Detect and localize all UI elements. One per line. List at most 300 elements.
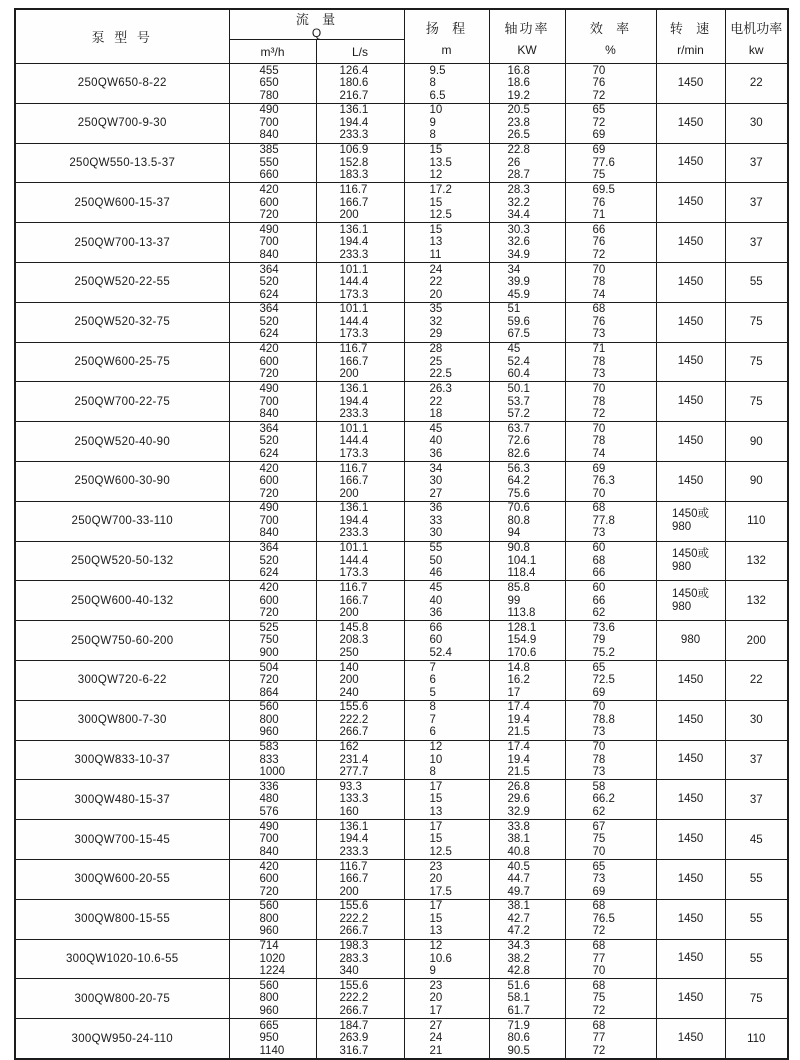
value-line: 76	[592, 315, 606, 328]
value-line: 15	[429, 793, 443, 806]
value-line: 52.4	[429, 646, 452, 659]
value-line: 233.3	[339, 527, 369, 540]
motor-power: 200	[746, 634, 766, 647]
motor-power: 75	[749, 992, 763, 1005]
value-line: 162	[339, 741, 359, 754]
value-line: 1450	[677, 713, 704, 726]
value-line: 490	[259, 383, 279, 396]
motor-power-cell	[725, 143, 788, 183]
head-cell	[404, 103, 489, 143]
shaft-power-cell	[489, 342, 565, 382]
value-line: 78.8	[592, 713, 615, 726]
value-line: 101.1	[339, 263, 369, 276]
value-line: 800	[259, 992, 279, 1005]
value-line: 200	[339, 674, 359, 687]
value-line: 420	[259, 343, 279, 356]
value-line: 44.7	[507, 873, 530, 886]
value-line: 75	[592, 992, 606, 1005]
shaft-power-cell	[489, 979, 565, 1019]
flow-ls-cell	[316, 342, 404, 382]
flow-ls-cell	[316, 422, 404, 462]
value-line: 1450	[677, 793, 704, 806]
speed-cell	[656, 103, 725, 143]
value-line: 19.4	[507, 753, 530, 766]
efficiency-cell	[565, 143, 656, 183]
motor-power-cell	[725, 342, 788, 382]
efficiency-cell	[565, 581, 656, 621]
value-line: 73	[592, 368, 606, 381]
value-line: 336	[259, 780, 279, 793]
value-line: 29.6	[507, 793, 530, 806]
value-line: 128.1	[507, 621, 537, 634]
value-line: 155.6	[339, 979, 369, 992]
efficiency-cell	[565, 1019, 656, 1059]
efficiency-cell	[565, 541, 656, 581]
table-row	[15, 461, 788, 501]
value-line: 136.1	[339, 104, 369, 117]
value-line: 12	[429, 741, 443, 754]
value-line: 600	[259, 594, 279, 607]
value-line: 94	[507, 527, 521, 540]
value-line: 17	[507, 686, 521, 699]
value-line: 504	[259, 661, 279, 674]
efficiency-cell	[565, 820, 656, 860]
flow-m3h-cell	[229, 859, 316, 899]
efficiency-cell	[565, 103, 656, 143]
value-line: 51.6	[507, 979, 530, 992]
value-line: 72	[592, 116, 606, 129]
shaft-power-cell	[489, 700, 565, 740]
pump-model: 300QW800-20-75	[74, 992, 171, 1005]
value-line: 1450	[677, 355, 704, 368]
value-line: 233.3	[339, 408, 369, 421]
flow-ls-cell	[316, 541, 404, 581]
value-line: 136.1	[339, 383, 369, 396]
value-line: 78	[592, 355, 606, 368]
value-line: 520	[259, 276, 279, 289]
value-line: 70	[592, 741, 606, 754]
value-line: 900	[259, 646, 279, 659]
value-line: 75	[592, 169, 606, 182]
efficiency-cell	[565, 979, 656, 1019]
pump-model: 300QW950-24-110	[71, 1032, 173, 1045]
header-head	[404, 9, 489, 64]
efficiency-cell	[565, 740, 656, 780]
flow-m3h-cell	[229, 302, 316, 342]
value-line: 49.7	[507, 885, 530, 898]
value-line: 1140	[259, 1044, 285, 1057]
table-row	[15, 899, 788, 939]
table-row	[15, 302, 788, 342]
head-cell	[404, 262, 489, 302]
value-line: 51	[507, 303, 521, 316]
pump-model-cell	[15, 700, 229, 740]
value-line: 78	[592, 276, 606, 289]
motor-power-cell	[725, 700, 788, 740]
motor-power-cell	[725, 461, 788, 501]
pump-model: 300QW480-15-37	[74, 793, 171, 806]
header-shaft-power-unit: KW	[517, 42, 537, 57]
head-cell	[404, 64, 489, 104]
value-line: 700	[259, 395, 279, 408]
flow-m3h-cell	[229, 740, 316, 780]
head-cell	[404, 501, 489, 541]
value-line: 22	[429, 395, 443, 408]
value-line: 116.7	[339, 582, 368, 594]
head-cell	[404, 939, 489, 979]
flow-ls-cell	[316, 461, 404, 501]
value-line: 490	[259, 820, 279, 833]
value-line: 40	[429, 594, 443, 607]
value-line: 316.7	[339, 1044, 369, 1057]
value-line: 136.1	[339, 502, 369, 515]
value-line: 21.5	[507, 726, 530, 739]
value-line: 33.8	[507, 820, 530, 833]
value-line: 17.2	[429, 184, 452, 197]
pump-model-cell	[15, 899, 229, 939]
value-line: 980	[671, 521, 692, 534]
flow-m3h-cell	[229, 143, 316, 183]
value-line: 200	[339, 487, 359, 500]
table-row	[15, 223, 788, 263]
value-line: 75	[592, 833, 606, 846]
value-line: 840	[259, 527, 279, 540]
value-line: 24	[429, 1032, 443, 1045]
head-cell	[404, 979, 489, 1019]
pump-model-cell	[15, 64, 229, 104]
flow-m3h-cell	[229, 262, 316, 302]
pump-model: 300QW800-7-30	[77, 714, 167, 727]
value-line: 194.4	[339, 236, 369, 249]
value-line: 9.5	[429, 64, 446, 77]
motor-power-cell	[725, 541, 788, 581]
motor-power-cell	[725, 501, 788, 541]
shaft-power-cell	[489, 103, 565, 143]
speed-cell	[656, 780, 725, 820]
value-line: 166.7	[339, 475, 369, 488]
flow-m3h-cell	[229, 501, 316, 541]
motor-power: 22	[749, 77, 763, 90]
value-line: 20	[429, 288, 443, 301]
shaft-power-cell	[489, 223, 565, 263]
flow-ls-cell	[316, 700, 404, 740]
value-line: 600	[259, 355, 279, 368]
pump-model-cell	[15, 223, 229, 263]
value-line: 650	[259, 77, 279, 90]
value-line: 160	[339, 805, 359, 818]
value-line: 32.2	[507, 196, 530, 209]
value-line: 170.6	[507, 646, 537, 659]
value-line: 155.6	[339, 900, 369, 913]
value-line: 233.3	[339, 248, 369, 261]
value-line: 1450	[677, 833, 704, 846]
value-line: 69	[592, 885, 606, 898]
table-row	[15, 1019, 788, 1059]
motor-power-cell	[725, 740, 788, 780]
pump-model-cell	[15, 939, 229, 979]
value-line: 420	[259, 462, 279, 475]
value-line: 576	[259, 805, 279, 818]
value-line: 233.3	[339, 845, 369, 858]
value-line: 62	[592, 805, 606, 818]
value-line: 58.1	[507, 992, 530, 1005]
head-cell	[404, 780, 489, 820]
table-row	[15, 581, 788, 621]
pump-model-cell	[15, 143, 229, 183]
value-line: 36	[429, 502, 443, 515]
value-line: 1450或	[671, 547, 710, 560]
motor-power-cell	[725, 103, 788, 143]
header-flow-unit-ls: L/s	[316, 40, 404, 64]
flow-ls-cell	[316, 939, 404, 979]
motor-power: 45	[749, 833, 763, 846]
flow-m3h-cell	[229, 183, 316, 223]
value-line: 60	[592, 542, 606, 555]
value-line: 22.5	[429, 368, 452, 381]
value-line: 50	[429, 554, 443, 567]
value-line: 840	[259, 129, 279, 142]
value-line: 90.5	[507, 1044, 530, 1057]
value-line: 67	[592, 820, 606, 833]
value-line: 72	[592, 925, 606, 938]
value-line: 166.7	[339, 196, 369, 209]
value-line: 70.6	[507, 502, 530, 515]
motor-power-cell	[725, 422, 788, 462]
value-line: 216.7	[339, 89, 369, 102]
pump-model-cell	[15, 621, 229, 661]
value-line: 22	[429, 276, 443, 289]
table-row	[15, 382, 788, 422]
header-flow-label: 流 量	[295, 12, 338, 27]
value-line: 66	[592, 223, 606, 236]
header-speed-unit: r/min	[677, 42, 704, 57]
value-line: 13	[429, 805, 443, 818]
value-line: 6	[429, 674, 436, 687]
table-row	[15, 820, 788, 860]
flow-ls-cell	[316, 223, 404, 263]
value-line: 27	[429, 1019, 443, 1032]
value-line: 194.4	[339, 116, 369, 129]
value-line: 71.9	[507, 1019, 530, 1032]
value-line: 15	[429, 196, 443, 209]
efficiency-cell	[565, 183, 656, 223]
value-line: 6.5	[429, 89, 446, 102]
table-body	[15, 64, 788, 1059]
value-line: 720	[259, 674, 279, 687]
shaft-power-cell	[489, 939, 565, 979]
flow-m3h-cell	[229, 660, 316, 700]
head-cell	[404, 899, 489, 939]
value-line: 840	[259, 408, 279, 421]
motor-power: 110	[747, 515, 766, 528]
value-line: 550	[259, 156, 279, 169]
value-line: 72	[592, 248, 606, 261]
value-line: 66	[429, 621, 443, 634]
flow-m3h-cell	[229, 342, 316, 382]
value-line: 520	[259, 315, 279, 328]
value-line: 72.6	[507, 435, 530, 448]
flow-m3h-cell	[229, 103, 316, 143]
value-line: 69	[592, 462, 606, 475]
motor-power-cell	[725, 262, 788, 302]
value-line: 1450	[677, 753, 704, 766]
value-line: 12	[429, 940, 443, 953]
value-line: 126.4	[339, 64, 369, 77]
flow-m3h-cell	[229, 581, 316, 621]
value-line: 80.6	[507, 1032, 530, 1045]
flow-m3h-cell	[229, 621, 316, 661]
value-line: 8	[429, 766, 436, 779]
value-line: 624	[259, 288, 279, 301]
value-line: 76.3	[592, 475, 615, 488]
table-row	[15, 342, 788, 382]
value-line: 1450	[677, 474, 704, 487]
value-line: 231.4	[339, 753, 369, 766]
value-line: 10	[429, 753, 443, 766]
value-line: 25	[429, 355, 443, 368]
value-line: 11	[429, 248, 442, 261]
flow-ls-cell	[316, 660, 404, 700]
pump-model: 250QW700-13-37	[74, 236, 171, 249]
motor-power: 110	[747, 1032, 766, 1045]
value-line: 184.7	[339, 1019, 369, 1032]
value-line: 1450	[677, 395, 704, 408]
motor-power: 90	[749, 435, 763, 448]
value-line: 28.3	[507, 184, 530, 197]
header-flow-unit-m3h: m³/h	[229, 40, 316, 64]
value-line: 700	[259, 514, 279, 527]
value-line: 750	[259, 634, 279, 647]
value-line: 240	[339, 686, 359, 699]
value-line: 72	[592, 1044, 606, 1057]
value-line: 68	[592, 900, 606, 913]
value-line: 74	[592, 447, 606, 460]
header-motor-power-unit: kw	[748, 42, 764, 57]
flow-m3h-cell	[229, 422, 316, 462]
head-cell	[404, 382, 489, 422]
shaft-power-cell	[489, 302, 565, 342]
value-line: 17.4	[507, 741, 530, 754]
value-line: 45	[429, 422, 443, 435]
motor-power-cell	[725, 939, 788, 979]
table-row	[15, 103, 788, 143]
value-line: 65	[592, 860, 606, 873]
pump-model: 300QW700-15-45	[74, 833, 171, 846]
value-line: 1000	[259, 766, 286, 779]
value-line: 20.5	[507, 104, 530, 117]
value-line: 200	[339, 209, 359, 222]
speed-cell	[656, 859, 725, 899]
value-line: 70	[592, 845, 606, 858]
flow-ls-cell	[316, 621, 404, 661]
flow-ls-cell	[316, 740, 404, 780]
value-line: 194.4	[339, 833, 369, 846]
shaft-power-cell	[489, 780, 565, 820]
value-line: 198.3	[339, 940, 369, 953]
shaft-power-cell	[489, 1019, 565, 1059]
speed-cell	[656, 501, 725, 541]
value-line: 600	[259, 475, 279, 488]
value-line: 7	[429, 661, 436, 674]
value-line: 10.6	[429, 952, 452, 965]
value-line: 76	[592, 77, 606, 90]
pump-model: 250QW650-8-22	[77, 77, 167, 90]
value-line: 33	[429, 514, 443, 527]
flow-ls-cell	[316, 979, 404, 1019]
value-line: 222.2	[339, 912, 369, 925]
head-cell	[404, 740, 489, 780]
value-line: 45	[507, 343, 521, 356]
value-line: 34.3	[507, 940, 530, 953]
value-line: 40	[429, 435, 443, 448]
value-line: 34.9	[507, 248, 530, 261]
header-motor-power-label: 电机功率	[730, 20, 783, 36]
value-line: 68	[592, 940, 606, 953]
motor-power-cell	[725, 899, 788, 939]
value-line: 720	[259, 368, 279, 381]
motor-power-cell	[725, 382, 788, 422]
value-line: 118.4	[507, 567, 536, 580]
value-line: 77.8	[592, 514, 615, 527]
speed-cell	[656, 621, 725, 661]
value-line: 28	[429, 343, 443, 356]
motor-power: 75	[749, 395, 763, 408]
value-line: 720	[259, 209, 279, 222]
value-line: 67.5	[507, 328, 530, 341]
flow-ls-cell	[316, 1019, 404, 1059]
value-line: 12	[429, 169, 443, 182]
value-line: 104.1	[507, 554, 537, 567]
value-line: 36	[429, 447, 443, 460]
value-line: 1450	[677, 236, 704, 249]
value-line: 600	[259, 196, 279, 209]
value-line: 77	[592, 952, 606, 965]
efficiency-cell	[565, 859, 656, 899]
speed-cell	[656, 382, 725, 422]
value-line: 74	[592, 288, 606, 301]
speed-cell	[656, 581, 725, 621]
value-line: 720	[259, 487, 279, 500]
speed-cell	[656, 143, 725, 183]
motor-power: 37	[749, 156, 763, 169]
pump-model: 250QW520-32-75	[74, 316, 171, 329]
value-line: 950	[259, 1032, 279, 1045]
value-line: 490	[259, 502, 279, 515]
header-pump-model	[15, 9, 229, 64]
header-speed-label: 转 速	[669, 20, 712, 36]
value-line: 60.4	[507, 368, 530, 381]
value-line: 800	[259, 912, 279, 925]
value-line: 78	[592, 753, 606, 766]
value-line: 364	[259, 303, 279, 316]
flow-ls-cell	[316, 859, 404, 899]
motor-power-cell	[725, 660, 788, 700]
value-line: 1450	[677, 315, 704, 328]
value-line: 183.3	[339, 169, 369, 182]
pump-model-cell	[15, 820, 229, 860]
value-line: 780	[259, 89, 279, 102]
motor-power-cell	[725, 223, 788, 263]
motor-power-cell	[725, 302, 788, 342]
value-line: 16.2	[507, 674, 530, 687]
value-line: 69	[592, 686, 606, 699]
head-cell	[404, 621, 489, 661]
shaft-power-cell	[489, 422, 565, 462]
motor-power: 75	[749, 355, 763, 368]
value-line: 1450	[677, 1032, 704, 1045]
motor-power: 132	[746, 594, 766, 607]
value-line: 93.3	[339, 780, 362, 793]
